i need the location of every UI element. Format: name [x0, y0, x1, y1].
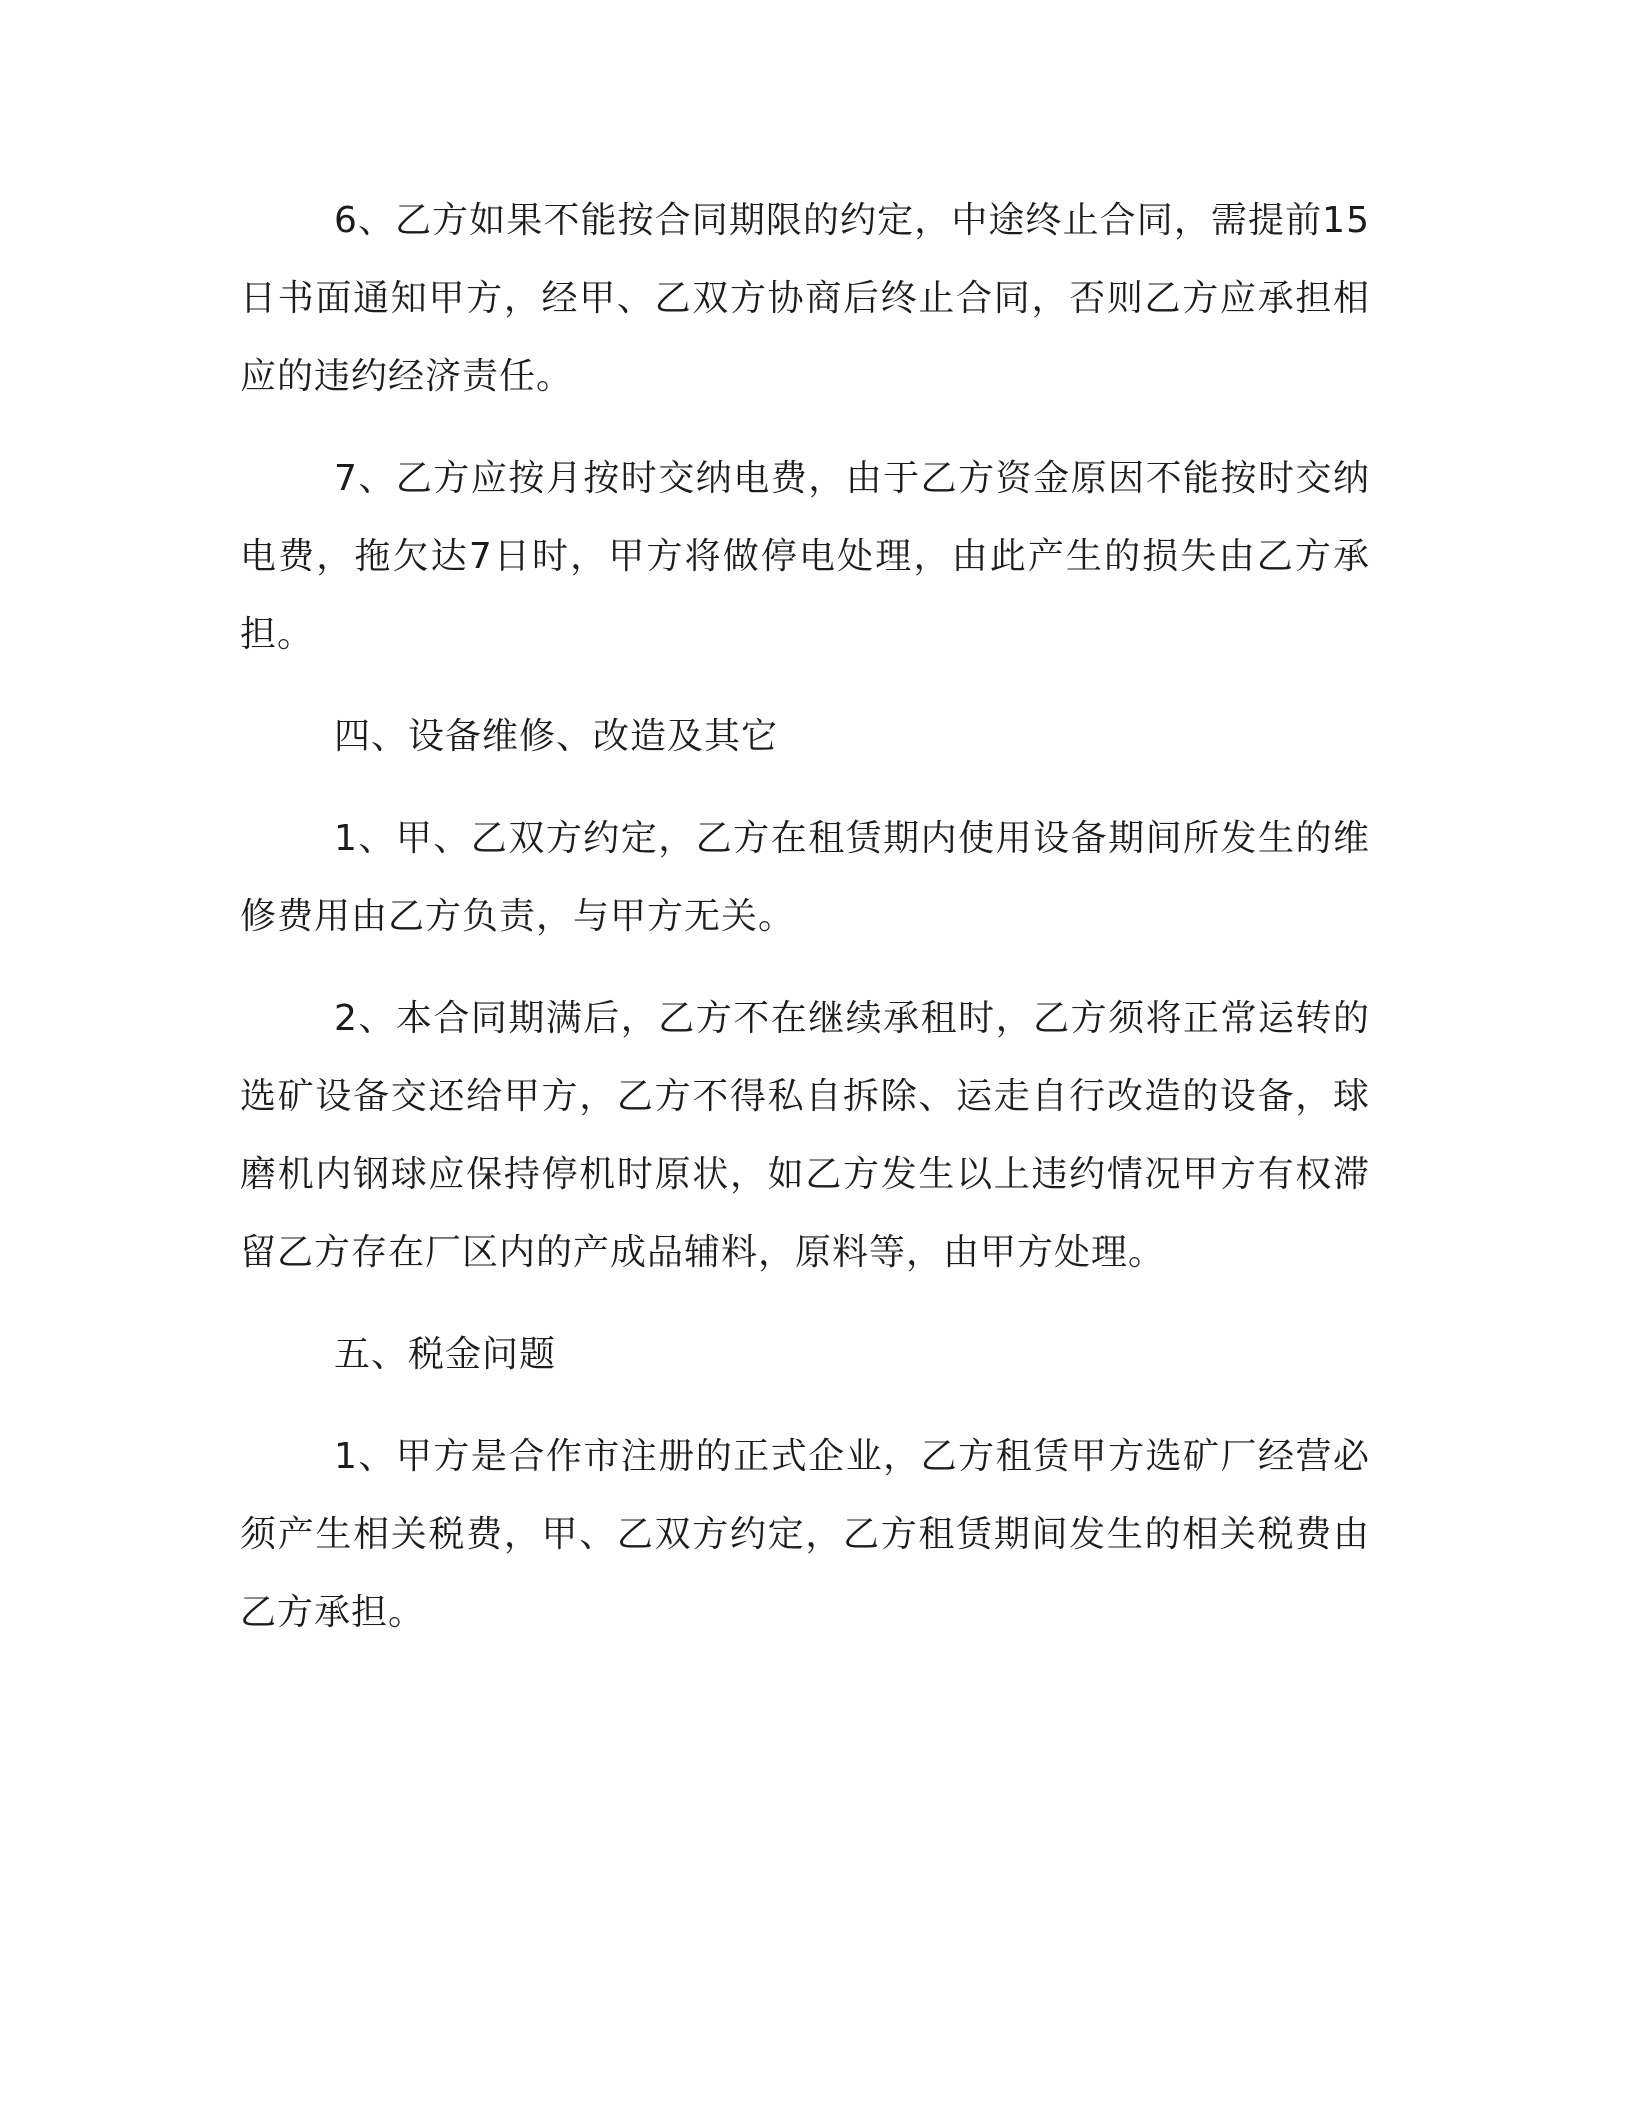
clause-7: 7、乙方应按月按时交纳电费，由于乙方资金原因不能按时交纳电费，拖欠达7日时，甲方将做停电处理，由此产生的损失由乙方承担。	[240, 458, 1370, 655]
clause-4-1: 1、甲、乙双方约定，乙方在租赁期内使用设备期间所发生的维修费用由乙方负责，与甲方无关。	[240, 818, 1370, 937]
clause-5-1: 1、甲方是合作市注册的正式企业，乙方租赁甲方选矿厂经营必须产生相关税费，甲、乙双方约定，乙方租赁期间发生的相关税费由乙方承担。	[240, 1436, 1370, 1633]
section-heading-equipment-maintenance: 四、设备维修、改造及其它	[334, 716, 779, 757]
section-heading-tax: 五、税金问题	[334, 1334, 557, 1375]
clause-4-2: 2、本合同期满后，乙方不在继续承租时，乙方须将正常运转的选矿设备交还给甲方，乙方不得私自拆除、运走自行改造的设备，球磨机内钢球应保持停机时原状，如乙方发生以上违约情况甲方有权滞留乙方存在厂区内的产成品辅料，原料等，由甲方处理。	[240, 998, 1370, 1273]
document-body	[240, 182, 1370, 1676]
clause-6: 6、乙方如果不能按合同期限的约定，中途终止合同，需提前15日书面通知甲方，经甲、乙双方协商后终止合同，否则乙方应承担相应的违约经济责任。	[240, 200, 1370, 397]
